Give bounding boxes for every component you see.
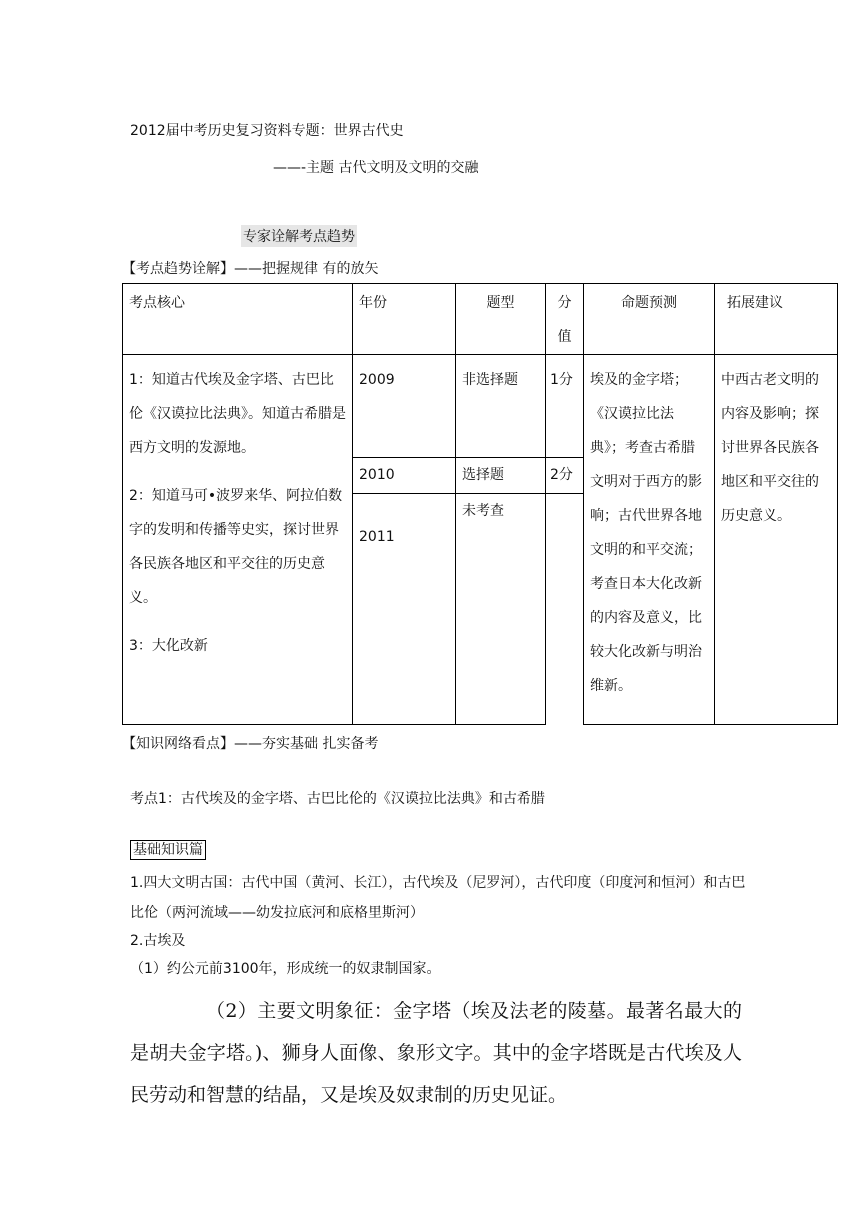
document-title: 2012届中考历史复习资料专题：世界古代史 xyxy=(130,123,404,139)
header-type: 题型 xyxy=(456,284,546,355)
document-subtitle: ——-主题 古代文明及文明的交融 xyxy=(273,160,479,176)
core-cell xyxy=(123,355,353,725)
expert-label: 专家诠解考点趋势 xyxy=(241,225,357,247)
header-score xyxy=(546,284,584,355)
header-prediction: 命题预测 xyxy=(584,284,715,355)
table-row xyxy=(123,355,838,458)
score-cell xyxy=(546,494,584,725)
trend-table xyxy=(122,283,838,725)
score-cell: 2分 xyxy=(546,458,584,494)
key-point-1: 考点1：古代埃及的金字塔、古巴比伦的《汉谟拉比法典》和古希腊 xyxy=(130,791,545,807)
section-heading-network: 【知识网络看点】——夯实基础 扎实备考 xyxy=(122,736,379,752)
year-cell: 2010 xyxy=(353,458,456,494)
header-suggestion: 拓展建议 xyxy=(715,284,838,355)
core-item-2: 2：知道马可•波罗来华、阿拉伯数字的发明和传播等史实，探讨世界各民族各地区和平交往的历史意义。 xyxy=(129,488,343,606)
core-item-3: 3：大化改新 xyxy=(129,638,208,654)
type-cell: 选择题 xyxy=(456,458,546,494)
paragraph-egypt: 2.古埃及 xyxy=(130,933,186,949)
paragraph-civilizations: 1.四大文明古国：古代中国（黄河、长江），古代埃及（尼罗河），古代印度（印度河和恒河）和古巴比伦（两河流域——幼发拉底河和底格里斯河） xyxy=(130,875,746,921)
suggestion-cell: 中西古老文明的内容及影响；探讨世界各民族各地区和平交往的历史意义。 xyxy=(715,355,838,725)
prediction-cell: 埃及的金字塔；《汉谟拉比法典》；考查古希腊文明对于西方的影响；古代世界各地文明的和平交流；考查日本大化改新的内容及意义，比较大化改新与明治维新。 xyxy=(584,355,715,725)
score-cell: 1分 xyxy=(546,355,584,458)
header-score-text: 分值 xyxy=(557,295,572,345)
paragraph-egypt-1: （1）约公元前3100年，形成统一的奴隶制国家。 xyxy=(130,961,441,977)
type-cell: 非选择题 xyxy=(456,355,546,458)
year-text: 2011 xyxy=(359,529,395,545)
year-cell: 2009 xyxy=(353,355,456,458)
header-year: 年份 xyxy=(353,284,456,355)
paragraph-egypt-2: （2）主要文明象征：金字塔（埃及法老的陵墓。最著名最大的是胡夫金字塔。)、狮身人面像、象形文字。其中的金字塔既是古代埃及人民劳动和智慧的结晶，又是埃及奴隶制的历史见证。 xyxy=(130,1000,742,1106)
table-header-row xyxy=(123,284,838,355)
section-heading-trend: 【考点趋势诠解】——把握规律 有的放矢 xyxy=(122,261,379,277)
type-cell: 未考查 xyxy=(456,494,546,725)
basic-knowledge-label: 基础知识篇 xyxy=(130,840,206,860)
header-core: 考点核心 xyxy=(123,284,353,355)
year-cell xyxy=(353,494,456,725)
core-item-1: 1：知道古代埃及金字塔、古巴比伦《汉谟拉比法典》。知道古希腊是西方文明的发源地。 xyxy=(129,372,346,456)
